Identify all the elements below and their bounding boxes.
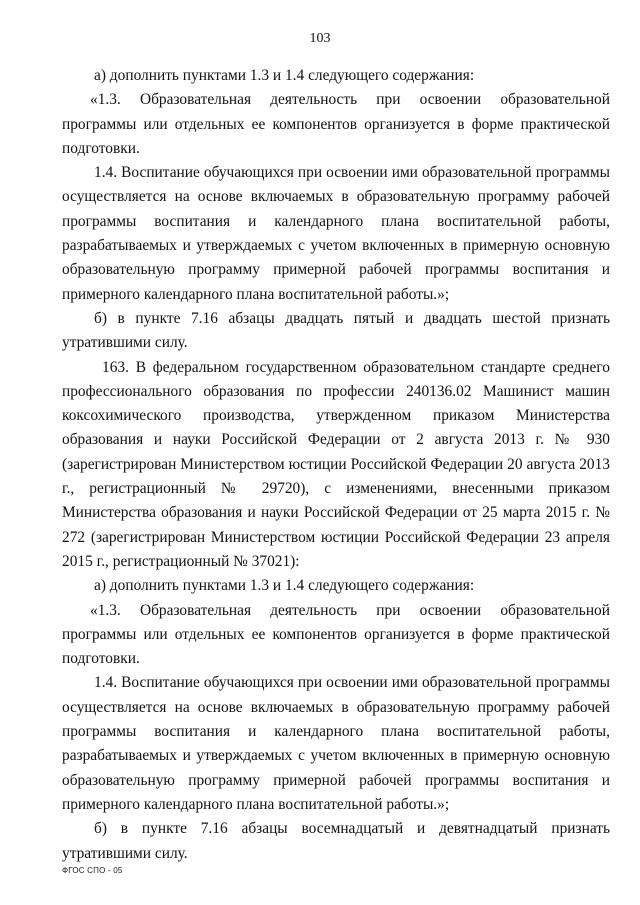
- paragraph-item-b-2: б) в пункте 7.16 абзацы восемнадцатый и девятнадцатый признать утратившими силу.: [62, 820, 610, 862]
- paragraph-item-b-1: б) в пункте 7.16 абзацы двадцать пятый и двадцать шестой признать утратившими силу.: [62, 309, 610, 352]
- document-footer-code: ФГОС СПО - 05: [62, 866, 123, 875]
- paragraph-section-163: 163. В федеральном государственном образовательном стандарте среднего профессионального образования по профессии 240136.02 Машинист машин коксохимического производства, утвержденном приказом Министерства образования и науки Российской Федерации от 2 августа 2013 г. № 930 (зарегистрирован Министерством юстиции Российской Федерации 20 августа 2013 г., регистрационный № 29720), с изменениями, внесенными приказом Министерства образования и науки Российской Федерации от 25 марта 2015 г. № 272 (зарегистрирован Министерством юстиции Российской Федерации 23 апреля 2015 г., регистрационный № 37021):: [62, 358, 610, 570]
- document-body: [62, 64, 610, 866]
- page-number: 103: [309, 31, 331, 46]
- paragraph-clause-1-4-first: 1.4. Воспитание обучающихся при освоении ими образовательной программы осуществляется на основе включаемых в образовательную программу рабочей программы воспитания и календарного плана воспитательной работы, разрабатываемых и утверждаемых с учетом включенных в примерную основную образовательную программу примерной рабочей программы воспитания и примерного календарного плана воспитательной работы.»;: [62, 164, 610, 303]
- paragraph-clause-1-3-first: «1.3. Образовательная деятельность при освоении образовательной программы или отдельных ее компонентов организуется в форме практической подготовки.: [62, 91, 610, 157]
- paragraph-clause-1-3-second: «1.3. Образовательная деятельность при освоении образовательной программы или отдельных ее компонентов организуется в форме практической подготовки.: [62, 601, 610, 668]
- paragraph-item-a-2: а) дополнить пунктами 1.3 и 1.4 следующего содержания:: [94, 577, 475, 595]
- paragraph-item-a-1: а) дополнить пунктами 1.3 и 1.4 следующего содержания:: [94, 67, 475, 84]
- paragraph-clause-1-4-second: 1.4. Воспитание обучающихся при освоении ими образовательной программы осуществляется на основе включаемых в образовательную программу рабочей программы воспитания и календарного плана воспитательной работы, разрабатываемых и утверждаемых с учетом включенных в примерную основную образовательную программу примерной рабочей программы воспитания и примерного календарного плана воспитательной работы.»;: [62, 674, 610, 813]
